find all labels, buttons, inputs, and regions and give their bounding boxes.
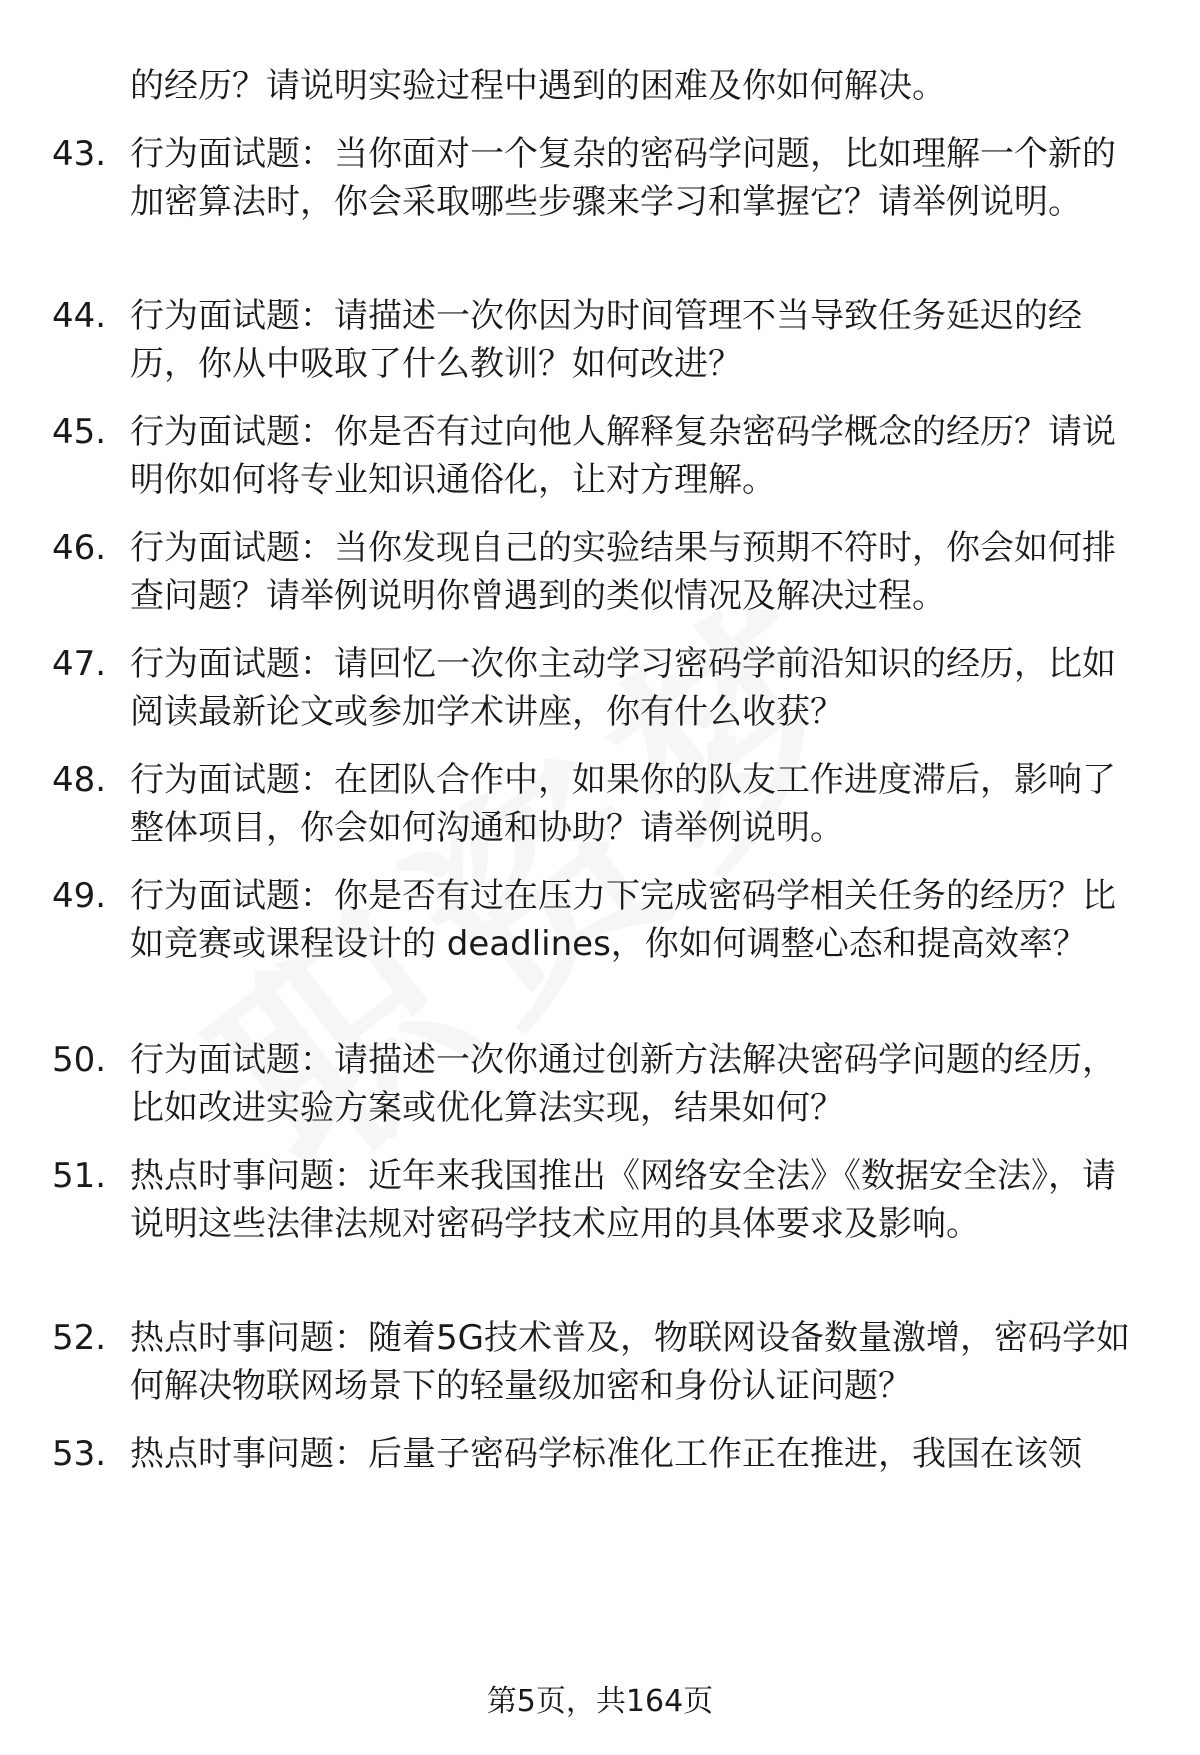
question-number: 47. bbox=[52, 644, 107, 684]
question-number: 52. bbox=[52, 1318, 107, 1358]
question-number: 43. bbox=[52, 134, 107, 174]
question-text: 行为面试题：当你面对一个复杂的密码学问题，比如理解一个新的加密算法时，你会采取哪些步骤来学习和掌握它？请举例说明。 bbox=[130, 134, 1116, 222]
question-text: 热点时事问题：随着5G技术普及，物联网设备数量激增，密码学如何解决物联网场景下的轻量级加密和身份认证问题？ bbox=[130, 1318, 1130, 1406]
question-number: 53. bbox=[52, 1434, 107, 1474]
question-text: 行为面试题：在团队合作中，如果你的队友工作进度滞后，影响了整体项目，你会如何沟通和协助？请举例说明。 bbox=[130, 760, 1116, 848]
question-number: 45. bbox=[52, 412, 107, 452]
question-text: 热点时事问题：后量子密码学标准化工作正在推进，我国在该领 bbox=[130, 1434, 1082, 1474]
question-text: 行为面试题：你是否有过向他人解释复杂密码学概念的经历？请说明你如何将专业知识通俗化，让对方理解。 bbox=[130, 412, 1116, 500]
question-number: 46. bbox=[52, 528, 107, 568]
question-number: 50. bbox=[52, 1040, 107, 1080]
question-text: 热点时事问题：近年来我国推出《网络安全法》《数据安全法》，请说明这些法律法规对密码学技术应用的具体要求及影响。 bbox=[130, 1156, 1116, 1244]
question-text: 行为面试题：你是否有过在压力下完成密码学相关任务的经历？比如竞赛或课程设计的 deadlines，你如何调整心态和提高效率？ bbox=[130, 876, 1116, 964]
question-text: 行为面试题：请描述一次你通过创新方法解决密码学问题的经历，比如改进实验方案或优化算法实现，结果如何？ bbox=[130, 1040, 1116, 1128]
question-text: 行为面试题：请描述一次你因为时间管理不当导致任务延迟的经历，你从中吸取了什么教训？如何改进？ bbox=[130, 296, 1082, 384]
question-text: 行为面试题：当你发现自己的实验结果与预期不符时，你会如何排查问题？请举例说明你曾遇到的类似情况及解决过程。 bbox=[130, 528, 1116, 616]
question-number: 48. bbox=[52, 760, 107, 800]
question-number: 49. bbox=[52, 876, 107, 916]
page-number-footer: 第5页，共164页 bbox=[486, 1684, 714, 1719]
question-text: 行为面试题：请回忆一次你主动学习密码学前沿知识的经历，比如阅读最新论文或参加学术讲座，你有什么收获？ bbox=[130, 644, 1116, 732]
continued-question-text: 的经历？请说明实验过程中遇到的困难及你如何解决。 bbox=[130, 66, 946, 106]
question-number: 51. bbox=[52, 1156, 107, 1196]
question-number: 44. bbox=[52, 296, 107, 336]
